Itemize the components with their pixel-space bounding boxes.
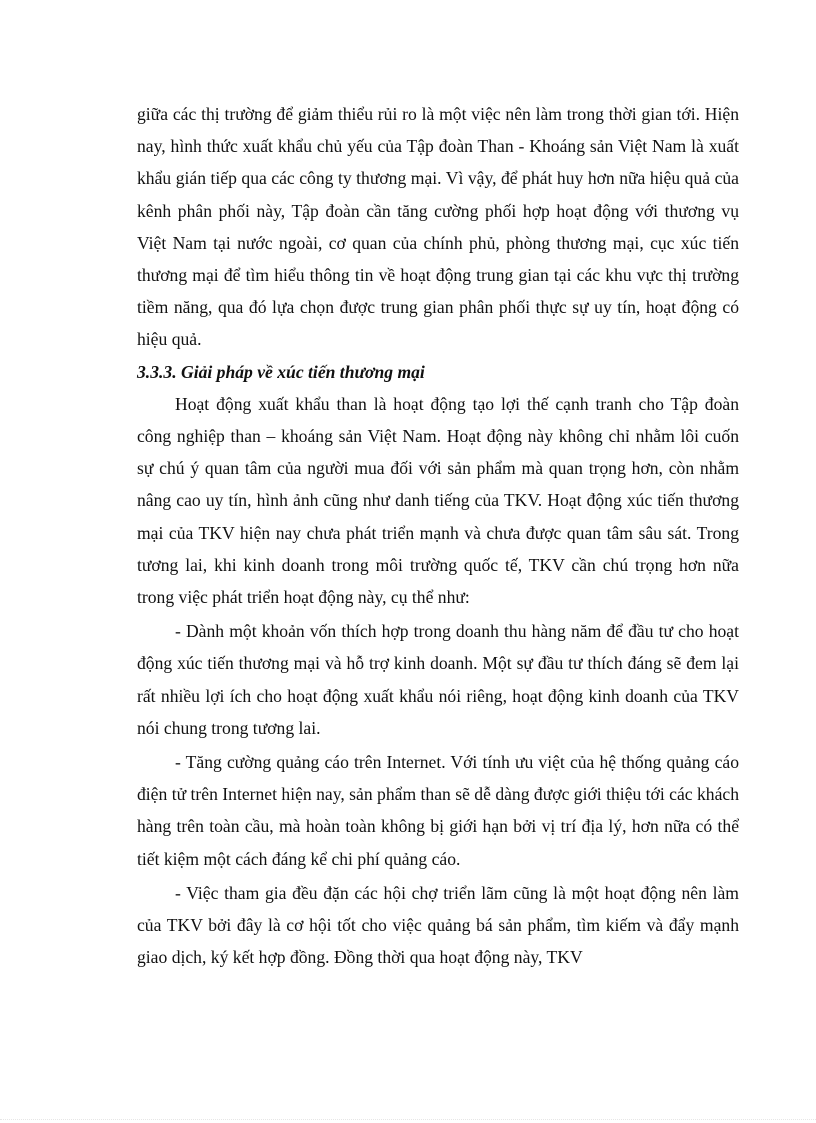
paragraph-intro: Hoạt động xuất khẩu than là hoạt động tạo lợi thế cạnh tranh cho Tập đoàn công nghiệp than – khoáng sản Việt Nam. Hoạt động này không chỉ nhằm lôi cuốn sự chú ý quan tâm của người mua đối với sản phẩm mà quan trọng hơn, còn nhằm nâng cao uy tín, hình ảnh cũng như danh tiếng của TKV. Hoạt động xúc tiến thương mại của TKV hiện nay chưa phát triển mạnh và chưa được quan tâm sâu sát. Trong tương lai, khi kinh doanh trong môi trường quốc tế, TKV cần chú trọng hơn nữa trong việc phát triển hoạt động này, cụ thể như: <box>137 393 739 608</box>
bullet-item-trade-fairs: - Việc tham gia đều đặn các hội chợ triển lãm cũng là một hoạt động nên làm của TKV bởi đây là cơ hội tốt cho việc quảng bá sản phẩm, tìm kiếm và đẩy mạnh giao dịch, ký kết hợp đồng. Đồng thời qua hoạt động này, TKV <box>137 882 739 968</box>
bullet-item-internet-ads: - Tăng cường quảng cáo trên Internet. Với tính ưu việt của hệ thống quảng cáo điện tử trên Internet hiện nay, sản phẩm than sẽ dễ dàng được giới thiệu tới các khách hàng trên toàn cầu, mà hoàn toàn không bị giới hạn bởi vị trí địa lý, hơn nữa có thể tiết kiệm một cách đáng kể chi phí quảng cáo. <box>137 752 739 869</box>
bullet-item-investment: - Dành một khoản vốn thích hợp trong doanh thu hàng năm để đầu tư cho hoạt động xúc tiến thương mại và hỗ trợ kinh doanh. Một sự đầu tư thích đáng sẽ đem lại rất nhiều lợi ích cho hoạt động xuất khẩu nói riêng, hoạt động kinh doanh của TKV nói chung trong tương lai. <box>137 621 739 738</box>
section-heading: 3.3.3. Giải pháp về xúc tiến thương mại <box>137 361 425 382</box>
document-body <box>137 98 739 973</box>
paragraph-continuation: giữa các thị trường để giảm thiểu rủi ro là một việc nên làm trong thời gian tới. Hiện nay, hình thức xuất khẩu chủ yếu của Tập đoàn Than - Khoáng sản Việt Nam là xuất khẩu gián tiếp qua các công ty thương mại. Vì vậy, để phát huy hơn nữa hiệu quả của kênh phân phối này, Tập đoàn cần tăng cường phối hợp hoạt động với thương vụ Việt Nam tại nước ngoài, cơ quan của chính phủ, phòng thương mại, cục xúc tiến thương mại để tìm hiểu thông tin về hoạt động trung gian tại các khu vực thị trường tiềm năng, qua đó lựa chọn được trung gian phân phối thực sự uy tín, hoạt động có hiệu quả. <box>137 104 739 350</box>
page-bottom-divider <box>0 1119 816 1120</box>
